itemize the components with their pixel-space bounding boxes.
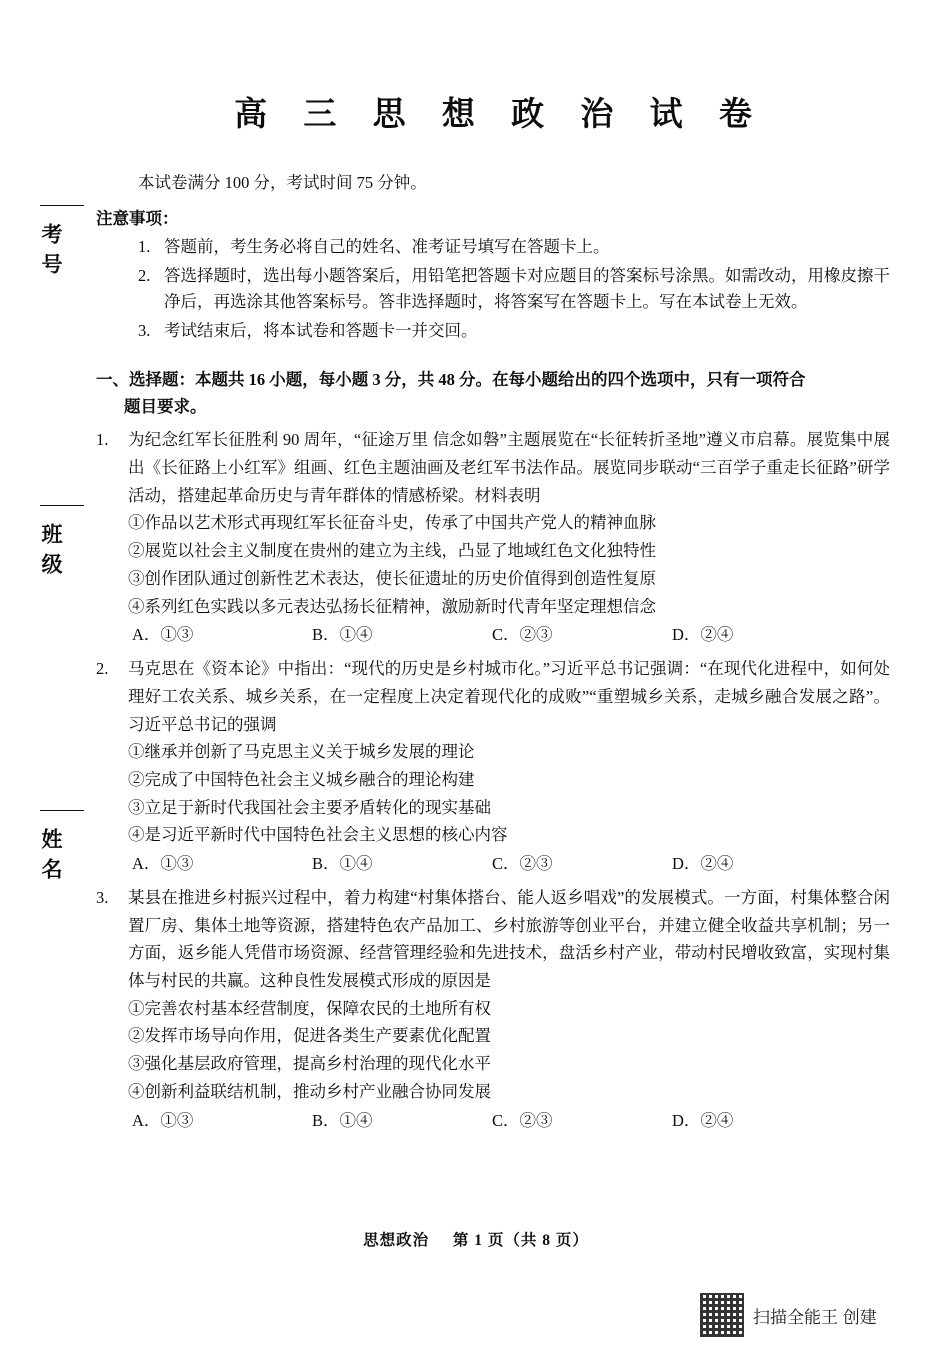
question-option: ③强化基层政府管理，提高乡村治理的现代化水平 — [128, 1054, 491, 1074]
choice-d[interactable]: D．②④ — [672, 854, 734, 874]
question-choices — [128, 850, 890, 878]
question-choices — [128, 1107, 890, 1135]
question-option: ④是习近平新时代中国特色社会主义思想的核心内容 — [128, 825, 508, 845]
question-item — [96, 884, 890, 1134]
question-option: ②展览以社会主义制度在贵州的建立为主线，凸显了地域红色文化独特性 — [128, 541, 656, 561]
question-option: ①完善农村基本经营制度，保障农民的土地所有权 — [128, 998, 491, 1018]
notice-item-text: 答题前，考生务必将自己的姓名、准考证号填写在答题卡上。 — [164, 237, 610, 256]
question-option: ④系列红色实践以多元表达弘扬长征精神，激励新时代青年坚定理想信念 — [128, 596, 656, 616]
question-choices — [128, 621, 890, 649]
exam-meta-line: 本试卷满分 100 分，考试时间 75 分钟。 — [138, 173, 427, 192]
choice-c[interactable]: C．②③ — [492, 625, 553, 645]
question-option: ①继承并创新了马克思主义关于城乡发展的理论 — [128, 742, 475, 762]
footer-page-number: 第 1 页（共 8 页） — [452, 1232, 589, 1249]
notice-item — [96, 318, 890, 345]
notice-item-text: 答选择题时，选出每小题答案后，用铅笔把答题卡对应题目的答案标号涂黑。如需改动，用橡皮擦干净后，再选涂其他答案标号。答非选择题时，将答案写在答题卡上。写在本试卷上无效。 — [164, 265, 890, 312]
question-number: 1. — [96, 430, 109, 450]
choice-b[interactable]: B．①④ — [312, 854, 373, 874]
notice-item — [96, 263, 890, 316]
choice-c[interactable]: C．②③ — [492, 1110, 553, 1130]
choice-c[interactable]: C．②③ — [492, 854, 553, 874]
notice-item-number: 2. — [138, 265, 151, 285]
choice-d[interactable]: D．②④ — [672, 625, 734, 645]
choice-a[interactable]: A．①③ — [132, 854, 194, 874]
question-item — [96, 655, 890, 878]
question-item — [96, 426, 890, 649]
choice-a[interactable]: A．①③ — [132, 1110, 194, 1130]
section-heading — [96, 367, 890, 420]
choice-b[interactable]: B．①④ — [312, 625, 373, 645]
section-heading-line1: 一、选择题：本题共 16 小题，每小题 3 分，共 48 分。在每小题给出的四个选项中，只有一项符合 — [96, 369, 806, 389]
question-number: 2. — [96, 659, 109, 679]
question-option: ②发挥市场导向作用，促进各类生产要素优化配置 — [128, 1026, 491, 1046]
question-number: 3. — [96, 887, 109, 907]
question-option: ③创作团队通过创新性艺术表达，使长征遗址的历史价值得到创造性复原 — [128, 568, 656, 588]
choice-b[interactable]: B．①④ — [312, 1110, 373, 1130]
question-stem: 马克思在《资本论》中指出：“现代的历史是乡村城市化。”习近平总书记强调：“在现代化进程中，如何处理好工农关系、城乡关系，在一定程度上决定着现代化的成败”“重塑城乡关系，走城乡融合发展之路”。习近平总书记的强调 — [128, 659, 890, 734]
margin-label-name-text: 姓名 — [39, 828, 63, 888]
question-option: ①作品以艺术形式再现红军长征奋斗史，传承了中国共产党人的精神血脉 — [128, 513, 656, 533]
question-option: ④创新利益联结机制，推动乡村产业融合协同发展 — [128, 1081, 491, 1101]
margin-label-name — [40, 810, 86, 888]
notice-item — [96, 234, 890, 261]
notice-item-number: 3. — [138, 321, 151, 341]
watermark — [700, 1293, 877, 1337]
notice-heading: 注意事项： — [96, 209, 179, 228]
section-heading-line2: 题目要求。 — [124, 396, 207, 416]
margin-label-class — [40, 505, 86, 583]
footer-subject: 思想政治 — [363, 1232, 430, 1249]
question-stem: 为纪念红军长征胜利 90 周年，“征途万里 信念如磐”主题展览在“长征转折圣地”遵义市启幕。展览集中展出《长征路上小红军》组画、红色主题油画及老红军书法作品。展览同步联动“三百学子重走长征路”研学活动，搭建起革命历史与青年群体的情感桥梁。材料表明 — [128, 430, 890, 505]
notice-item-text: 考试结束后，将本试卷和答题卡一并交回。 — [164, 321, 478, 341]
question-option: ②完成了中国特色社会主义城乡融合的理论构建 — [128, 769, 475, 789]
notice-list — [96, 234, 890, 345]
choice-d[interactable]: D．②④ — [672, 1110, 734, 1130]
notice-item-number: 1. — [138, 237, 151, 256]
margin-label-exam-number — [40, 205, 86, 283]
question-option: ③立足于新时代我国社会主要矛盾转化的现实基础 — [128, 797, 491, 817]
choice-a[interactable]: A．①③ — [132, 625, 194, 645]
margin-label-class-text: 班级 — [39, 523, 63, 583]
margin-labels — [40, 205, 86, 1105]
page-footer — [0, 1228, 952, 1250]
document-body — [96, 88, 890, 1134]
qr-code-icon — [700, 1293, 744, 1337]
question-stem: 某县在推进乡村振兴过程中，着力构建“村集体搭台、能人返乡唱戏”的发展模式。一方面，村集体整合闲置厂房、集体土地等资源，搭建特色农产品加工、乡村旅游等创业平台，并建立健全收益共享机制；另一方面，返乡能人凭借市场资源、经营管理经验和先进技术，盘活乡村产业，带动村民增收致富，实现村集体与村民的共赢。这种良性发展模式形成的原因是 — [128, 887, 890, 990]
page-title: 高 三 思 想 政 治 试 卷 — [234, 97, 766, 133]
margin-label-exam-number-text: 考号 — [39, 223, 63, 283]
watermark-text: 扫描全能王 创建 — [753, 1307, 877, 1327]
